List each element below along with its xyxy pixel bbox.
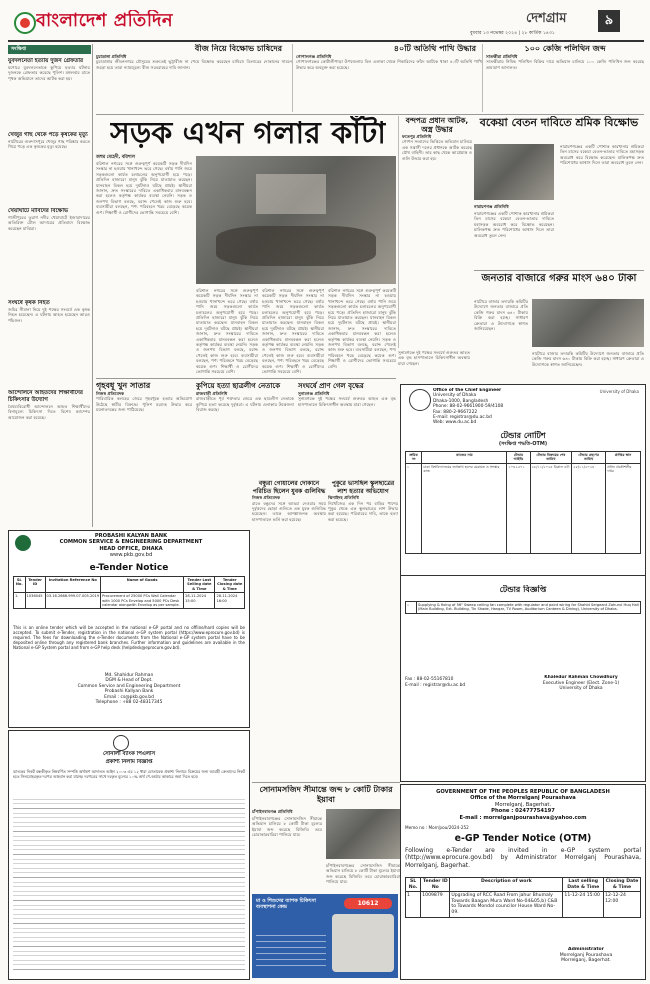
health-ad[interactable]	[252, 894, 398, 978]
pkb-logo-icon	[15, 535, 31, 551]
lead-body-col2: বরিশাল নগরের সঙ্গে গুরুত্বপূর্ণ কয়েকটি সড়ক দীর্ঘদিন সংস্কার না হওয়ায় খানাখন্দে ভরে গেছে। বর্ষায় পানি জমে সড়কগুলো কার্যত চলাচলের অনুপযোগী হয়ে পড়ে। প্রতিদিন হাজারো মানুষ ঝুঁকি নিয়ে যাতায়াত করছেন। যানবাহন বিকল হয়ে দুর্ঘটনাও ঘটছে প্রায়ই। স্থানীয়রা জানান, দ্রুত সংস্কারের দাবিতে একাধিকবার মানববন্ধন করা হলেও কর্তৃপক্ষ কার্যকর ব্যবস্থা নেয়নি। সড়ক ও জনপথ বিভাগ বলছে, বরাদ্দ পেলেই কাজ শুরু হবে। ব্যবসায়ীরা বলছেন, পণ্য পরিবহনে খরচ বেড়েছে কয়েক গুণ। শিক্ষার্থী ও রোগীদের ভোগান্তি সবচেয়ে বেশি।	[196, 288, 258, 374]
masthead	[0, 0, 650, 44]
pkb-header: PROBASHI KALYAN BANK COMMON SERVICE & ENGINEERING DEPARTMENT HEAD OFFICE, DHAKA www.pkb.gov.bd	[33, 533, 229, 559]
du-tender-ad	[400, 384, 646, 782]
morrelganj-title: e-GP Tender Notice (OTM)	[454, 833, 592, 844]
du-tender2-title: টেন্ডার বিজ্ঞপ্তি	[499, 585, 547, 594]
story-youth-shot[interactable]: বন্ধুরা গোয়ালের দোকানে পরিচিত ছিলেন যুবক গুলিবিদ্ধ নিজস্ব প্রতিবেদক রাতে বন্ধুদের সঙ্গে আড্ডা দেওয়ার সময় দুর্বৃত্তদের ছোড়া গুলিতে এক যুবক গুলিবিদ্ধ হয়েছেন। তাকে আশঙ্কাজনক অবস্থায় হাসপাতালে ভর্তি করা হয়েছে।	[252, 480, 326, 522]
top-news-strip	[96, 44, 644, 115]
du-contact2: Fax : 88-02-55167810 E-mail : registrar@du.ac.bd	[405, 677, 466, 688]
sonali-org: সোনালী ব্যাংক পিএলসি	[102, 751, 156, 757]
story-polythene-seized[interactable]: ১০০ কেজি পলিথিন জব্দ সাতক্ষীরা প্রতিনিধি সাতক্ষীরায় নিষিদ্ধ পলিথিন বিক্রির দায়ে অভিযান চালিয়ে ১০০ কেজি পলিথিন জব্দ করেছে ভ্রাম্যমাণ আদালত।	[486, 44, 644, 70]
table-row: 1 1009879 Upgrading of RCC Road From jahur Bhumaly Towards Baagan Mura Ward No-04&05,b) C&B to Towards Mondol councilor House Ward No-09. 11-12-24 15:00 12-12-24 12:00	[406, 892, 641, 917]
morrelganj-memo: Memo no : Morr/pou/2024-252	[405, 825, 469, 830]
pkb-tender-body: This is an online tender which will be accepted in the national e-GP portal and no offline/hard copies will be accepted. To submit e-Tender, registration in the national e-GP system portal (https://www.eprocure.gov.bd) is required. The fees for downloading the e-Tender documents from the National e-GP system portal have to be deposited online through any registered bank branches. Further information and guidelines are available in the National e-GP System portal and from e-GP help desk (helpdesk@eprocure.gov.bd).	[13, 625, 245, 650]
du-tender-title: টেন্ডার নোটিশ	[500, 431, 546, 440]
du-signature: Khaledur Rahman Chowdhury Executive Engineer (Elect. Zone-1) University of Dhaka	[542, 675, 620, 692]
du-tender-subtitle: (সংক্ষিপ্ত পদ্ধতি-OTM)	[498, 441, 548, 447]
sidebar-item[interactable]: আন্দোলনে আহতদের শিক্ষার্থীদের চিকিৎসার উদ্যোগ বৈষম্যবিরোধী আন্দোলনে আহত শিক্ষার্থীদের বিনামূল্যে চিকিৎসা দিতে বিশেষ ক্যাম্পের আয়োজন করা হয়েছে।	[8, 390, 90, 420]
sonali-logo-icon	[113, 735, 129, 751]
issue-date: বুধবার ১৩ নভেম্বর ২০২৪ | ২৮ কার্তিক ১৪৩১	[470, 31, 555, 36]
newspaper-logo[interactable]: বাংলাদেশ প্রতিদিন	[36, 10, 174, 31]
sonali-auction-ad	[8, 730, 250, 980]
table-row: ১ ঢাকা বিশ্ববিদ্যালয়ের জগন্নাথ হলের মেরামত ও সংস্কার কাজ ১০৪২৫৭১ ২৮/১১/২০২৪ বিকাল ৪টা ২৮/১১/২০২৪ প্রধান প্রকৌশলীর দপ্তর	[406, 463, 641, 553]
pkb-tender-ad	[8, 530, 250, 728]
story-wage-protest[interactable]: বকেয়া বেতন দাবিতে শ্রমিক বিক্ষোভ নারায়ণগঞ্জ প্রতিনিধি নারায়ণগঞ্জের একটি পোশাক কারখানার শ্রমিকরা তিন মাসের বকেয়া বেতন-ভাতার দাবিতে মহাসড়ক অবরোধ করে বিক্ষোভ করেছেন। মালিকপক্ষ দ্রুত পরিশোধের আশ্বাস দিলে তারা অবরোধ তুলে নেন। নারায়ণগঞ্জের একটি পোশাক কারখানার শ্রমিকরা তিন মাসের বকেয়া বেতন-ভাতার দাবিতে মহাসড়ক অবরোধ করে বিক্ষোভ করেছেন। মালিকপক্ষ দ্রুত পরিশোধের আশ্বাস দিলে তারা অবরোধ তুলে নেন।	[474, 116, 644, 238]
morrelganj-header: GOVERNMENT OF THE PEOPLES REPUBLIC OF BANGLADESH Office of the Morrelganj Pourashava Morrelganj, Bagerhat. Phone : 02477754197 E-mail : morrelganjpourashava@yahoo.com	[436, 789, 610, 821]
story-elderly-clash[interactable]: সংঘর্ষে প্রাণ গেল বৃদ্ধের সুনামগঞ্জ প্রতিনিধি সুনামগঞ্জে দুই পক্ষের সংঘর্ষে গুরুতর আহত এক বৃদ্ধ হাসপাতালে চিকিৎসাধীন অবস্থায় মারা গেছেন।	[298, 382, 396, 407]
sonali-body: ব্যাংকের নিকট বন্ধকীকৃত নিম্নবর্ণিত সম্পত্তি অর্থঋণ আদালত আইন ২০০৩ এর ১২ ধারা মোতাবেক প্রকাশ্য নিলামে বিক্রয়ের জন্য আগ্রহী ক্রেতাদের নিকট হতে সিলমোহরকৃত দরপত্র আহবান করা যাচ্ছে। দরপত্রের সাথে দরকৃত মূল্যের ১০% অর্থ পে-অর্ডার আকারে জমা দিতে হবে।	[13, 769, 245, 779]
pkb-website-link[interactable]: www.pkb.gov.bd	[109, 552, 153, 559]
lead-body-col1: বরিশাল নগরের সঙ্গে গুরুত্বপূর্ণ কয়েকটি সড়ক দীর্ঘদিন সংস্কার না হওয়ায় খানাখন্দে ভরে গেছে। বর্ষায় পানি জমে সড়কগুলো কার্যত চলাচলের অনুপযোগী হয়ে পড়ে। প্রতিদিন হাজারো মানুষ ঝুঁকি নিয়ে যাতায়াত করছেন। যানবাহন বিকল হয়ে দুর্ঘটনাও ঘটছে প্রায়ই। স্থানীয়রা জানান, দ্রুত সংস্কারের দাবিতে একাধিকবার মানববন্ধন করা হলেও কর্তৃপক্ষ কার্যকর ব্যবস্থা নেয়নি। সড়ক ও জনপথ বিভাগ বলছে, বরাদ্দ পেলেই কাজ শুরু হবে। ব্যবসায়ীরা বলছেন, পণ্য পরিবহনে খরচ বেড়েছে কয়েক গুণ। শিক্ষার্থী ও রোগীদের ভোগান্তি সবচেয়ে বেশি।	[96, 161, 192, 215]
page-header-box	[470, 10, 650, 36]
lead-body-col4: বরিশাল নগরের সঙ্গে গুরুত্বপূর্ণ কয়েকটি সড়ক দীর্ঘদিন সংস্কার না হওয়ায় খানাখন্দে ভরে গেছে। বর্ষায় পানি জমে সড়কগুলো কার্যত চলাচলের অনুপযোগী হয়ে পড়ে। প্রতিদিন হাজারো মানুষ ঝুঁকি নিয়ে যাতায়াত করছেন। যানবাহন বিকল হয়ে দুর্ঘটনাও ঘটছে প্রায়ই। স্থানীয়রা জানান, দ্রুত সংস্কারের দাবিতে একাধিকবার মানববন্ধন করা হলেও কর্তৃপক্ষ কার্যকর ব্যবস্থা নেয়নি। সড়ক ও জনপথ বিভাগ বলছে, বরাদ্দ পেলেই কাজ শুরু হবে। ব্যবসায়ীরা বলছেন, পণ্য পরিবহনে খরচ বেড়েছে কয়েক গুণ। শিক্ষার্থী ও রোগীদের ভোগান্তি সবচেয়ে বেশি।	[328, 288, 396, 369]
sidebar-item[interactable]: সংঘর্ষে কৃষক নিহত জমির সীমানা নিয়ে দুই পক্ষের সংঘর্ষে এক কৃষক নিহত হয়েছেন। এ ঘটনায় আহত হয়েছেন আরও পাঁচজন।	[8, 300, 90, 323]
du-tender2-table	[405, 601, 641, 614]
morrelganj-body: Following e-Tender are invited in e-GP system portal (http://www.eprocure.gov.bd) by Administrator Morrelganj Pourashava, Morrelganj, Bagerhat.	[405, 847, 641, 869]
lead-body-col3: বরিশাল নগরের সঙ্গে গুরুত্বপূর্ণ কয়েকটি সড়ক দীর্ঘদিন সংস্কার না হওয়ায় খানাখন্দে ভরে গেছে। বর্ষায় পানি জমে সড়কগুলো কার্যত চলাচলের অনুপযোগী হয়ে পড়ে। প্রতিদিন হাজারো মানুষ ঝুঁকি নিয়ে যাতায়াত করছেন। যানবাহন বিকল হয়ে দুর্ঘটনাও ঘটছে প্রায়ই। স্থানীয়রা জানান, দ্রুত সংস্কারের দাবিতে একাধিকবার মানববন্ধন করা হলেও কর্তৃপক্ষ কার্যকর ব্যবস্থা নেয়নি। সড়ক ও জনপথ বিভাগ বলছে, বরাদ্দ পেলেই কাজ শুরু হবে। ব্যবসায়ীরা বলছেন, পণ্য পরিবহনে খরচ বেড়েছে কয়েক গুণ। শিক্ষার্থী ও রোগীদের ভোগান্তি সবচেয়ে বেশি।	[262, 288, 324, 374]
brief-news-sidebar	[8, 44, 93, 527]
sidebar-title: সংক্ষিপ্ত	[8, 45, 91, 54]
story-beef-price[interactable]: জনতার বাজারে গরুর মাংস ৬৪০ টাকা নাটোরে বাজার তদারকি কমিটির উদ্যোগে জনতার বাজারে প্রতি কেজি গরুর মাংস ৬৪০ টাকায় বিক্রি করা হচ্ছে। সাধারণ ক্রেতারা এ উদ্যোগকে স্বাগত জানিয়েছেন। নাটোরে বাজার তদারকি কমিটির উদ্যোগে জনতার বাজারে প্রতি কেজি গরুর মাংস ৬৪০ টাকায় বিক্রি করা হচ্ছে। সাধারণ ক্রেতারা এ উদ্যোগকে স্বাগত জানিয়েছেন।	[474, 270, 644, 381]
lead-story[interactable]	[96, 116, 396, 376]
sidebar-item[interactable]: খেজুর গাছ থেকে পড়ে কৃষকের মৃত্যু নাটোরের গুরুদাসপুরে খেজুর গাছ পরিষ্কার করতে গিয়ে পড়ে এক কৃষকের মৃত্যু হয়েছে।	[8, 132, 90, 150]
section-name: দেশগ্রাম	[526, 11, 567, 26]
story-yaba-seized[interactable]: সোনামসজিদ সীমান্তে জব্দ ৮ কোটি টাকার ইয়াবা চাঁপাইনবাবগঞ্জ প্রতিনিধি চাঁপাইনবাবগঞ্জের সোনামসজিদ সীমান্তে অভিযান চালিয়ে ৮ কোটি টাকা মূল্যের ইয়াবা জব্দ করেছে বিজিবি। তবে চোরাকারবারিরা পালিয়ে যায়। চাঁপাইনবাবগঞ্জের সোনামসজিদ সীমান্তে অভিযান চালিয়ে ৮ কোটি টাকা মূল্যের ইয়াবা জব্দ করেছে বিজিবি। তবে চোরাকারবারিরা পালিয়ে যায়।	[252, 782, 400, 893]
du-office-bn: University of Dhaka	[599, 389, 639, 394]
sonali-title: প্রকাশ্য নিলাম বিজ্ঞপ্তি	[105, 759, 153, 765]
story-student-body-pond[interactable]: পুকুরে ভাসছিল স্কুলছাত্রের লাশ হত্যার অভিযোগ ঝিনাইদহ প্রতিনিধি নিখোঁজের এক দিন পর বাড়ির পাশের পুকুর থেকে এক স্কুলছাত্রের লাশ উদ্ধার করা হয়েছে। পরিবারের দাবি, তাকে হত্যা করা হয়েছে।	[328, 480, 398, 522]
page-number: ৯	[598, 10, 620, 32]
health-ad-list	[256, 930, 326, 970]
sidebar-item[interactable]: যুবদলনেতা হত্যায় দুজন গ্রেফতার যশোরে যুবদলনেতাকে কুপিয়ে হত্যার ঘটনায় দুজনকে গ্রেফতার করেছে পুলিশ। মঙ্গলবার রাতে পৃথক অভিযানে তাদের আটক করা হয়।	[8, 58, 90, 81]
health-ad-photo	[332, 914, 394, 972]
morrelganj-tender-ad	[400, 784, 646, 980]
du-divider	[401, 575, 645, 576]
morrelganj-signature: Administrator Morrelganj Pourashava Morrelganj, Bagerhat.	[559, 947, 613, 964]
table-row: ১ Supplying & fixing of 56" Sweep ceiling fan complete with regulator and point wiring for Shahid Sergeant Zahurul Huq Hall (Main Building, Ext. Building, Tin Shade, Hangar, TV Room, Auditorium Canteen & Dining), University of Dhaka.	[407, 603, 639, 612]
story-migratory-birds[interactable]: ৪০টি অতিথি পাখি উদ্ধার গোপালগঞ্জ প্রতিনিধি গোপালগঞ্জের কোটালীপাড়া উপজেলায় বিল এলাকা থেকে শিকারিদের ফাঁদে আটকে থাকা ৪০টি অতিথি পাখি উদ্ধার করে অবমুক্ত করা হয়েছে।	[296, 44, 483, 112]
table-row: 1. 1036045 03.16.2666.999.07.005.2019 Procurement of 25000 PCs Wall Calendar with 1000 PCs Envelop and 5000 PCs Desk calendar alongwith Envelop as per sample. 28-11-2024 15:00 28-11-2024 16:00	[14, 593, 245, 609]
story-seed-protest[interactable]: বীজ নিয়ে বিক্ষোভ চাষিদের চুয়াডাঙ্গা প্রতিনিধি চুয়াডাঙ্গার জীবননগরে মৌসুমের শুরুতেই ভুট্টাবীজ না পেয়ে বিক্ষোভ করেছেন চাষিরা। ডিলারের দোকানের সামনে জড়ো হয়ে তারা ন্যায্যমূল্যে বীজ সরবরাহের দাবি জানান।	[96, 44, 293, 112]
pkb-tender-table: SL No. Tender ID Invitation Reference No Name of Goods Tender Last Selling date & Time Tender Closing date & Time 1. 1036045 03.16.2666.999.07.005.2019 Procurement of 25000 PCs Wall Calendar with 1000 PCs Envelop and 5000 PCs Desk calendar alongwith Envelop as per sample. 28-11-2024 15:00 28-11-2024 16:00	[13, 576, 245, 609]
du-seal-icon	[409, 389, 431, 411]
row-stories	[96, 378, 396, 475]
morrelganj-table: SL No. Tender ID No Description of work Last selling Date & Time Closing Date & Time 1 1009879 Upgrading of RCC Road From jahur Bhumaly Towards Baagan Mura Ward No-04&05,b) C&B to Towards Mondol councilor House Ward No-09. 11-12-24 15:00 12-12-24 12:00	[405, 877, 641, 918]
story-extra-column: সুনামগঞ্জে দুই পক্ষের সংঘর্ষে গুরুতর আহত এক বৃদ্ধ হাসপাতালে চিকিৎসাধীন অবস্থায় মারা গেছেন।	[398, 350, 470, 366]
newspaper-logo-emblem	[14, 12, 36, 34]
wage-protest-photo	[474, 144, 554, 200]
lead-headline: সড়ক এখন গলার কাঁটা	[110, 116, 386, 151]
health-hotline: 10612	[344, 898, 392, 909]
health-ad-text: মা ও শিশুদের ব্যাপক চিকিৎসা ব্যবস্থাপনা কেন্দ্র	[256, 898, 317, 911]
yaba-photo	[326, 809, 400, 859]
sidebar-items	[8, 58, 90, 462]
story-student-leader-killed[interactable]: কুপিয়ে হত্যা ছাত্রলীগ নেতাকে রাজবাড়ী প্রতিনিধি রাজবাড়ীতে পূর্ব শত্রুতার জেরে এক ছাত্রলীগ নেতাকে কুপিয়ে হত্যা করেছে দুর্বৃত্তরা। এ ঘটনায় এলাকায় উত্তেজনা বিরাজ করছে।	[196, 382, 294, 413]
story-gang-leader-arrest[interactable]: বন্দপত্র প্রধান আটক, অস্ত্র উদ্ধার ফতেপুর প্রতিনিধি গোপন সংবাদের ভিত্তিতে অভিযান চালিয়ে এক সন্ত্রাসী দলের প্রধানকে আটক করেছে যৌথ বাহিনী। তার কাছ থেকে আগ্নেয়াস্ত্র ও গুলি উদ্ধার করা হয়।	[398, 116, 472, 348]
sidebar-item[interactable]: খেয়াঘাটে মাবিদের বিক্ষোভ গাজীপুরের তুরাগ নদীর খেয়াঘাটে ইজারাদারের অতিরিক্ত টোল আদায়ের প্রতিবাদে বিক্ষোভ করেছেন মাঝিরা।	[8, 208, 90, 231]
du-tender-table: ক্রমিক নং কাজের নাম টেন্ডার আইডি টেন্ডার বিক্রয়ের শেষ তারিখ টেন্ডার গ্রহণের তারিখ প্রাপ্তির স্থান ১ ঢাকা বিশ্ববিদ্যালয়ের জগন্নাথ হলের মেরামত ও সংস্কার কাজ ১০৪২৫৭১ ২৮/১১/২০২৪ বিকাল ৪টা ২৮/১১/২০২৪ প্রধান প্রকৌশলীর দপ্তর	[405, 451, 641, 554]
pkb-tender-title: e-Tender Notice	[89, 563, 169, 573]
lead-photo	[196, 156, 396, 284]
sonali-property-schedule	[13, 795, 245, 971]
story-housewife-murder[interactable]: গৃহবধূ খুন সাতার নিজস্ব প্রতিবেদক পারিবারিক কলহের জেরে গৃহবধূকে হত্যার অভিযোগ উঠেছে স্বামীর বিরুদ্ধে। পুলিশ মরদেহ উদ্ধার করে ময়নাতদন্তের জন্য পাঠিয়েছে।	[96, 381, 192, 413]
lead-byline: জহুর মেহেদী, বরিশাল	[96, 155, 135, 160]
pkb-signature: Md. Shahidur Rahman DGM & Head of Dept. Common Service and Engineering Department Probashi Kallyan Bank Email : cs@pkb.gov.bd Telephone : +88 02-48317345	[77, 673, 181, 706]
du-contact: Office of the Chief Engineer University of Dhaka Dhaka-1000, Bangladesh Phone: 88-02-9661900-59/4108 Fax: 880-2-9667222 E-mail: registrar@du.ac.bd Web: www.du.ac.bd	[433, 388, 504, 426]
masthead-rule	[8, 40, 644, 42]
beef-market-photo	[532, 299, 644, 347]
